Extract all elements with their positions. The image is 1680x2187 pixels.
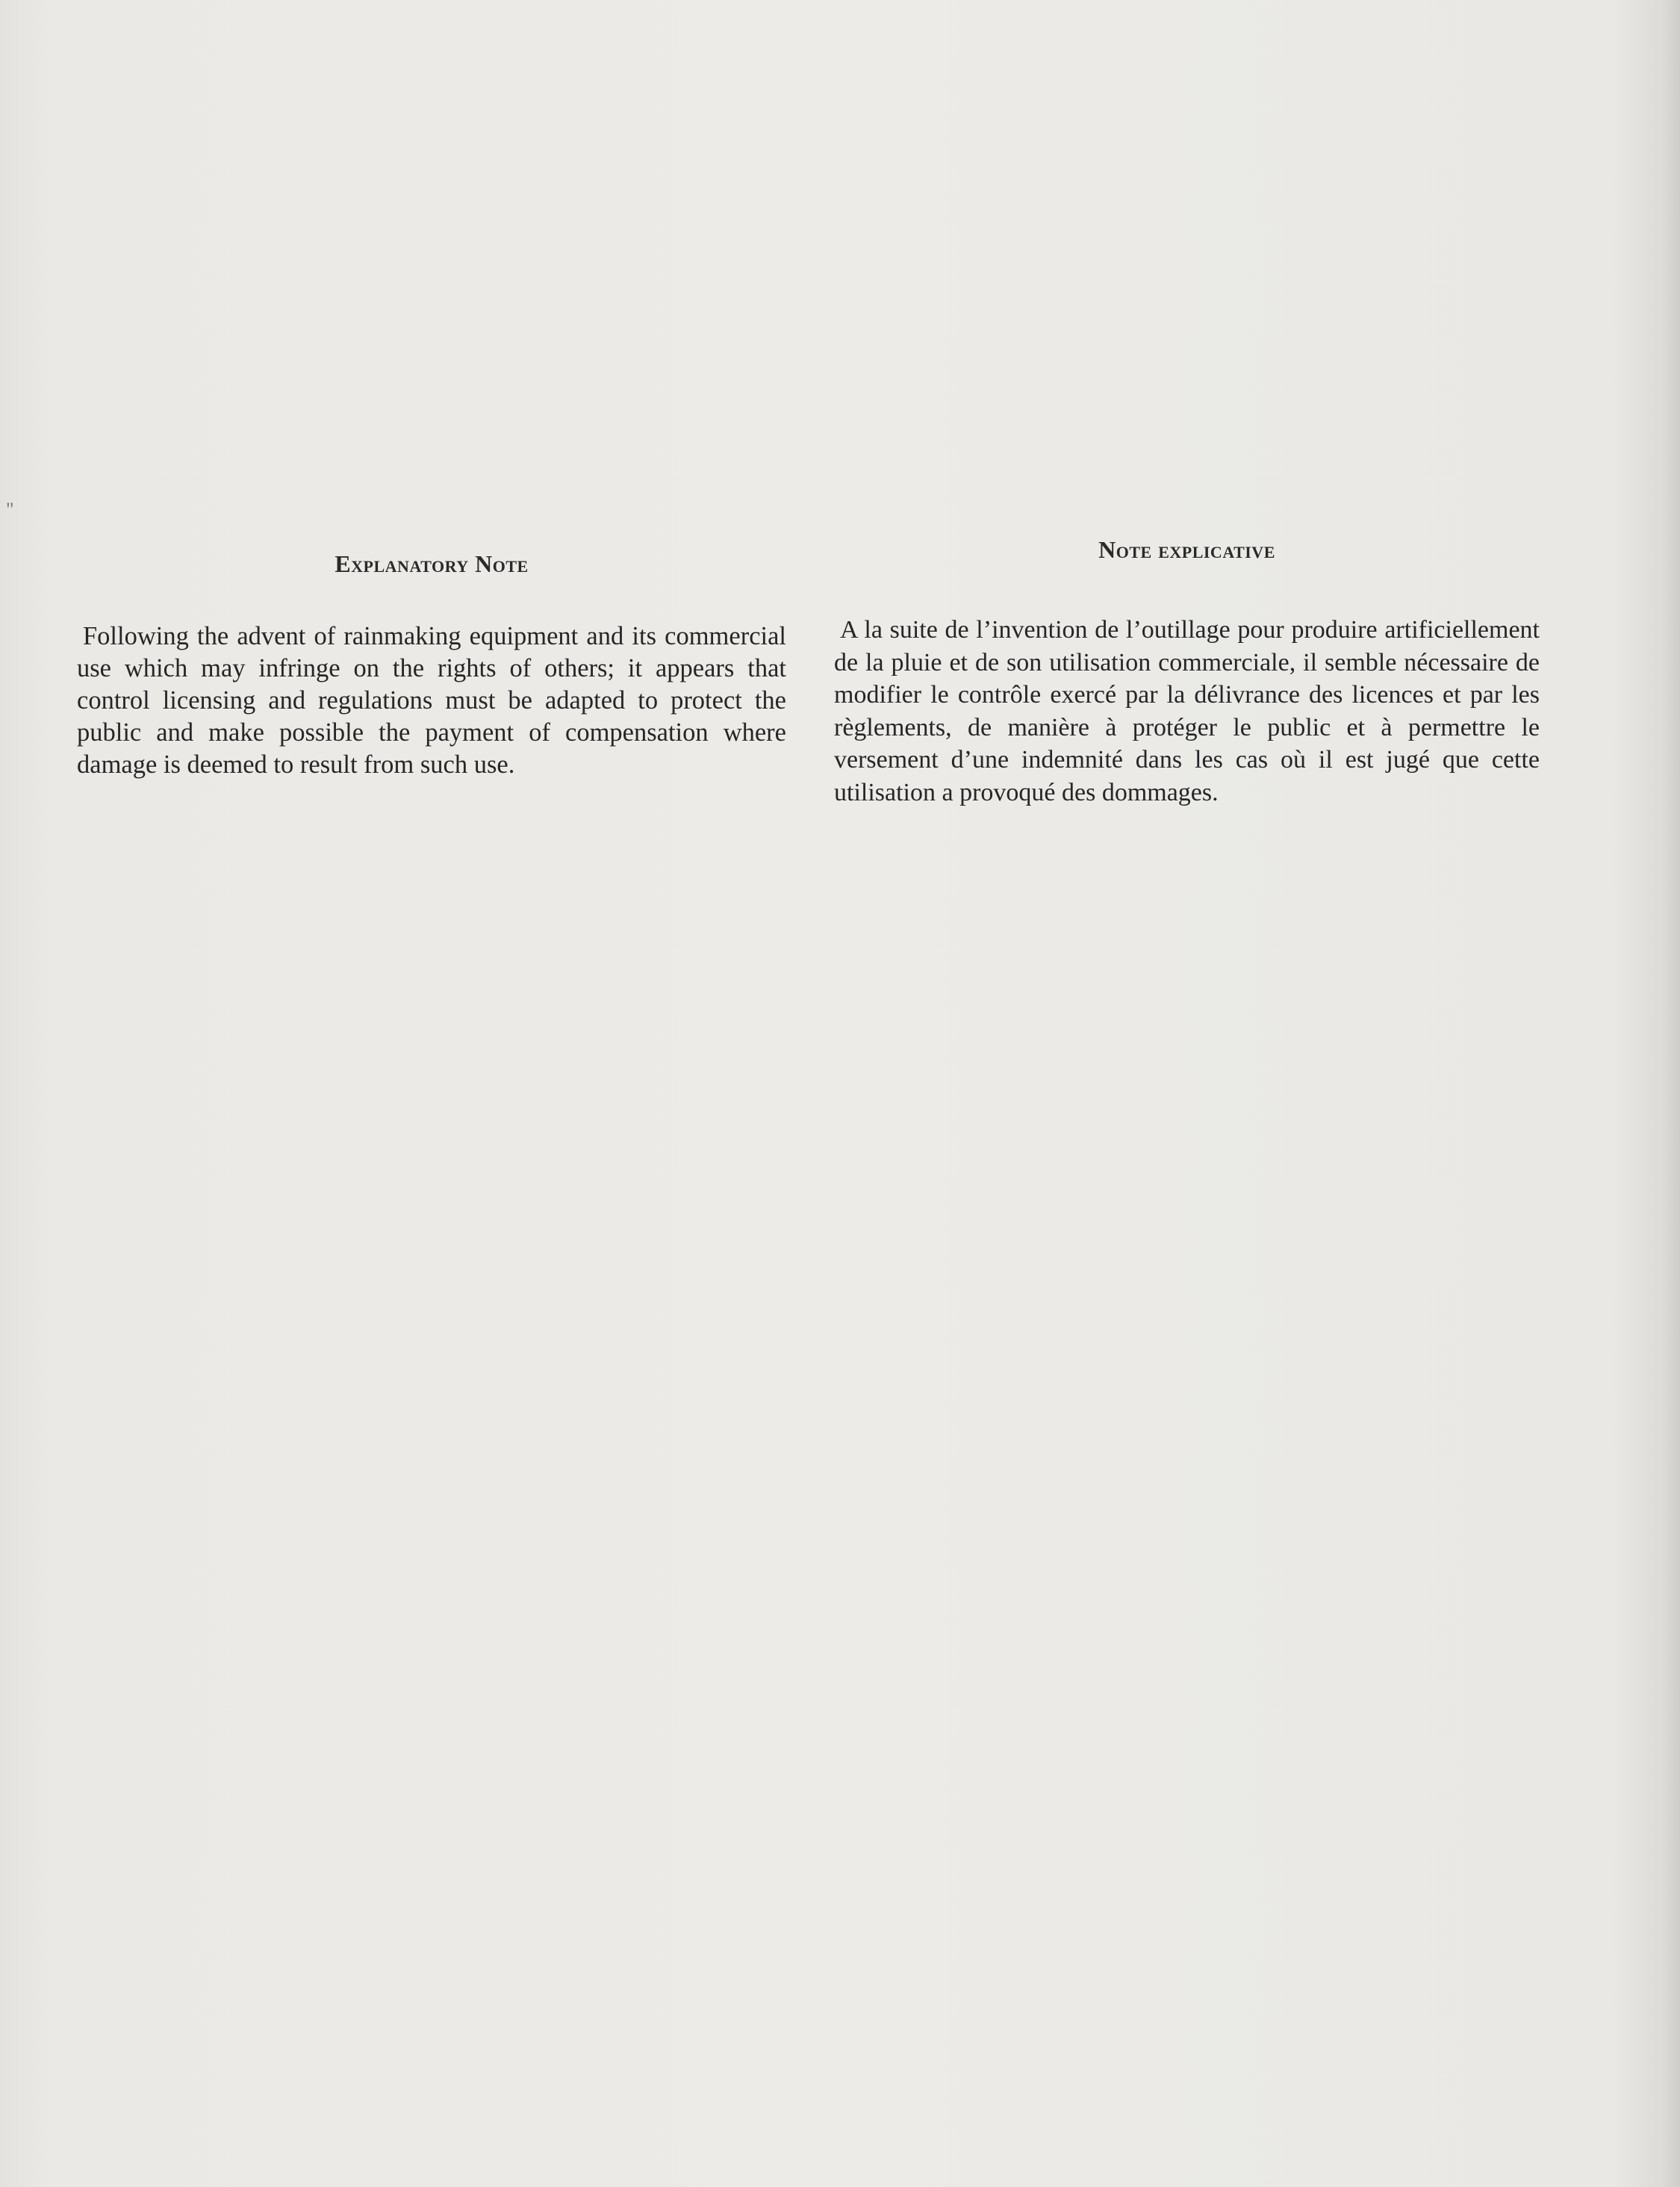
english-heading: Explanatory Note bbox=[335, 550, 529, 577]
explanatory-note-english bbox=[77, 550, 786, 807]
english-body-text: Following the advent of rainmaking equipment and its commercial use which may infringe on the rights of others; it appears that control licensing and regulations must be adapted to protect the public and make possible the payment of compensation where damage is deemed to result from such use. bbox=[77, 622, 786, 780]
french-heading: Note explicative bbox=[1098, 536, 1275, 563]
page-edge-shadow bbox=[1659, 0, 1680, 2187]
explanatory-note-french bbox=[834, 535, 1540, 834]
french-body-text: A la suite de l’invention de l’outillage pour produire artificiellement de la pluie et de son utilisation commerciale, il semble nécessaire de modifier le contrôle exercé par la délivrance des licences et par les règlements, de manière à protéger le public et à permettre le versement d’une indemnité dans les cas où il est jugé que cette utilisation a provoqué des dommages. bbox=[834, 616, 1540, 806]
margin-mark: " bbox=[6, 499, 14, 520]
